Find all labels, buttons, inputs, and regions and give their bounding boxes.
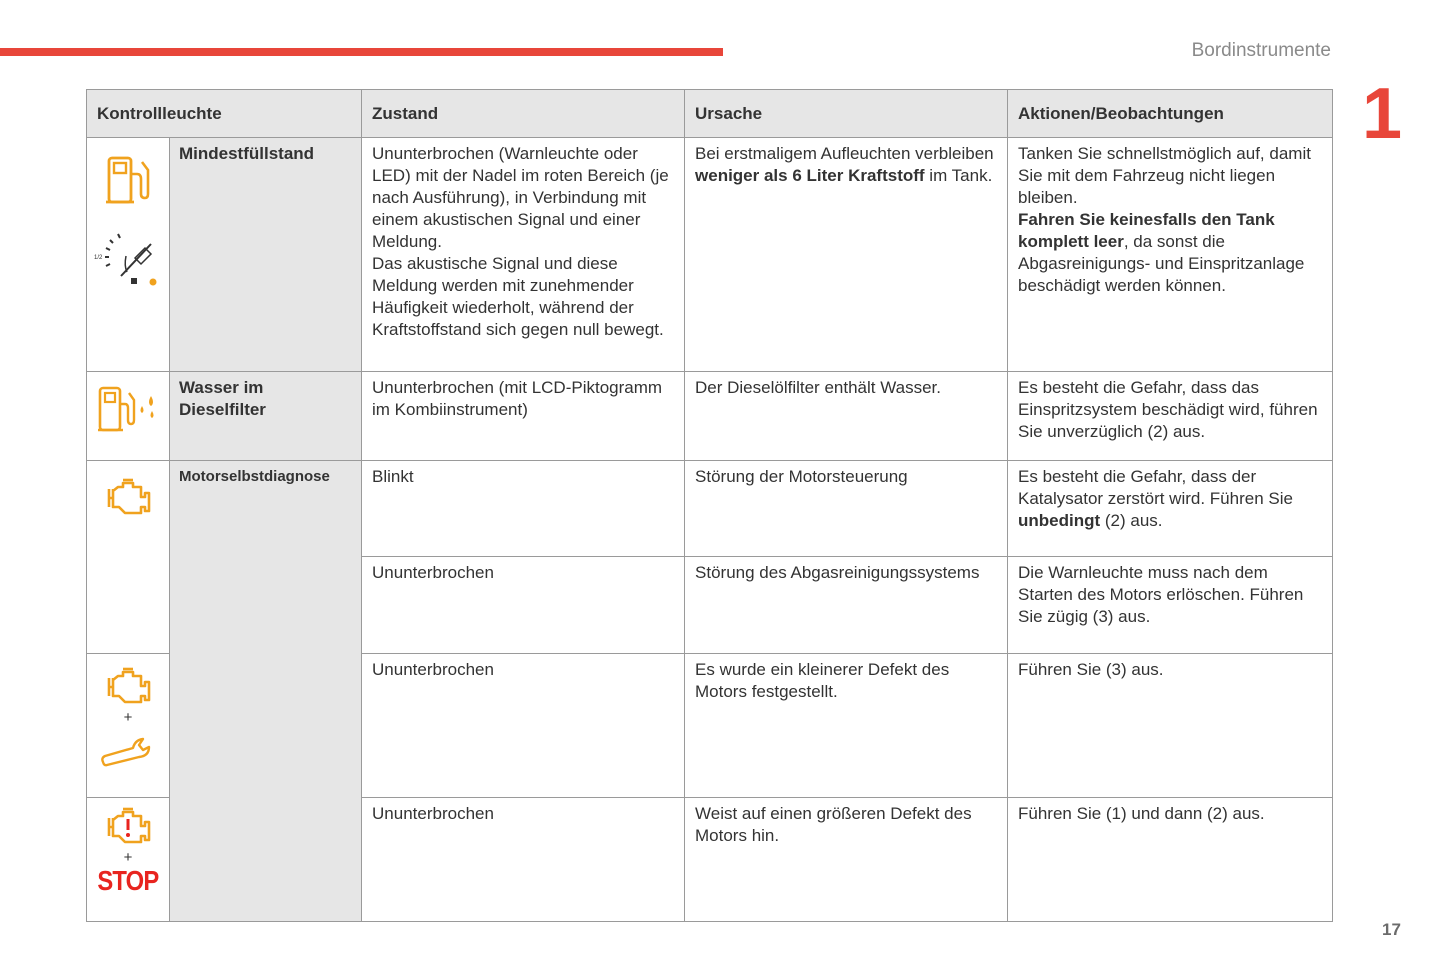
cause-text: Es wurde ein kleinerer Defekt des Motors festgestellt. (685, 654, 1008, 798)
table-row (87, 461, 1333, 557)
icon-cell (87, 798, 170, 922)
fuel-pump-icon (104, 152, 152, 208)
action-text: Die Warnleuchte muss nach dem Starten des Motors erlöschen. Führen Sie zügig (3) aus. (1008, 557, 1333, 654)
fuel-pump-water-icon (97, 384, 159, 434)
action-text: Führen Sie (1) und dann (2) aus. (1008, 798, 1333, 922)
engine-warning-icon (103, 806, 153, 844)
header-kontrollleuchte: Kontrollleuchte (87, 90, 362, 138)
action-text-end: , da sonst die Abgasreinigungs- und Einspritzanlage beschädigt werden können. (1018, 232, 1305, 295)
condition-text: Ununterbrochen (362, 654, 685, 798)
table-header-row (87, 90, 1333, 138)
condition-cell (362, 138, 685, 372)
cause-text: Weist auf einen größeren Defekt des Motors hin. (685, 798, 1008, 922)
gauge-label: 1/2 (94, 255, 103, 261)
plus-sign: + (123, 709, 133, 726)
condition-text: Ununterbrochen (362, 798, 685, 922)
cause-text-end: im Tank. (924, 166, 993, 185)
row-name-wasser: Wasser im Dieselfilter (170, 372, 362, 461)
row-name-mindestfuellstand: Mindestfüllstand (170, 138, 362, 372)
cause-cell (685, 138, 1008, 372)
condition-text: Ununterbrochen (mit LCD-Piktogramm im Kombiinstrument) (362, 372, 685, 461)
icon-cell (87, 372, 170, 461)
section-title: Bordinstrumente (1191, 40, 1331, 61)
stop-icon: STOP (97, 865, 159, 896)
cause-text: Der Dieselölfilter enthält Wasser. (685, 372, 1008, 461)
engine-icon (103, 477, 153, 515)
action-text: Tanken Sie schnellstmöglich auf, damit Sie mit dem Fahrzeug nicht liegen bleiben. (1018, 144, 1311, 207)
table-row (87, 138, 1333, 372)
icon-cell (87, 461, 170, 654)
cause-text: Bei erstmaligem Aufleuchten verbleiben (695, 144, 994, 163)
action-text: Es besteht die Gefahr, dass das Einspritzsystem beschädigt wird, führen Sie unverzüglich (2) aus. (1008, 372, 1333, 461)
condition-text: Blinkt (362, 461, 685, 557)
action-text: Es besteht die Gefahr, dass der Katalysator zerstört wird. Führen Sie (1018, 467, 1293, 508)
plus-sign: + (123, 849, 133, 866)
condition-text: Ununterbrochen (Warnleuchte oder LED) mit der Nadel im roten Bereich (je nach Ausführung), in Verbindung mit einem akustischen Signal und einer Meldung. (372, 144, 669, 251)
action-bold-text: unbedingt (1018, 511, 1101, 530)
action-bold-text: Fahren Sie keinesfalls den Tank komplett leer (1018, 210, 1275, 251)
action-cell (1008, 138, 1333, 372)
table-row (87, 372, 1333, 461)
action-text-end: (2) aus. (1100, 511, 1163, 530)
cause-text: Störung des Abgasreinigungssystems (685, 557, 1008, 654)
chapter-number: 1 (1362, 74, 1403, 154)
page-number: 17 (1382, 920, 1401, 939)
warning-lights-table (86, 89, 1333, 922)
header-ursache: Ursache (685, 90, 1008, 138)
header-aktionen: Aktionen/Beobachtungen (1008, 90, 1333, 138)
action-cell (1008, 461, 1333, 557)
accent-bar (0, 48, 723, 56)
fuel-gauge-icon (93, 226, 163, 290)
cause-text: Störung der Motorsteuerung (685, 461, 1008, 557)
icon-cell (87, 138, 170, 372)
condition-text: Ununterbrochen (362, 557, 685, 654)
action-text: Führen Sie (3) aus. (1008, 654, 1333, 798)
icon-cell (87, 654, 170, 798)
condition-text-2: Das akustische Signal und diese Meldung werden mit zunehmender Häufigkeit wiederholt, während der Kraftstoffstand sich gegen null bewegt. (372, 254, 664, 339)
cause-bold-text: weniger als 6 Liter Kraftstoff (695, 166, 925, 185)
wrench-icon (99, 736, 157, 768)
row-name-motorselbstdiagnose: Motorselbstdiagnose (170, 461, 362, 922)
header-zustand: Zustand (362, 90, 685, 138)
engine-icon (103, 666, 153, 704)
